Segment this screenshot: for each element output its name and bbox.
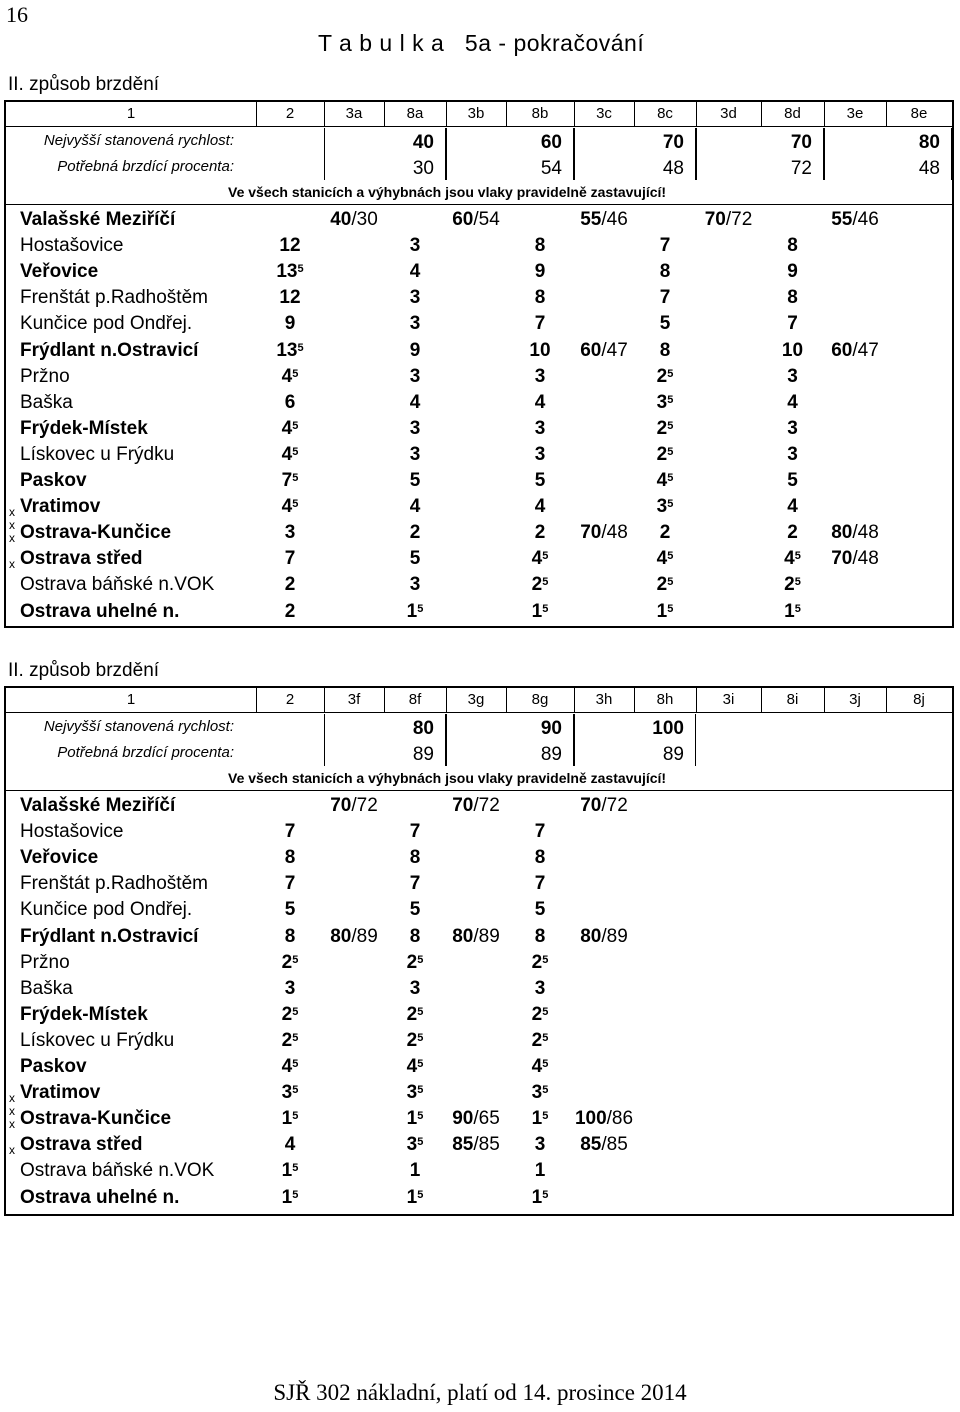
station-name: Ostrava střed xyxy=(20,548,143,570)
station-value: $1^5$ xyxy=(406,1186,424,1208)
station-marker: x xyxy=(9,1143,15,1158)
station-value: $3^5$ xyxy=(656,496,674,518)
column-header-row xyxy=(6,102,952,126)
station-value: 2 xyxy=(284,574,296,596)
station-value: 4 xyxy=(284,1134,296,1156)
station-value: 3 xyxy=(284,522,296,544)
station-value: 5 xyxy=(409,548,421,570)
column-header: 8h xyxy=(656,691,674,708)
station-value: 55/46 xyxy=(580,209,628,230)
station-value: 80/48 xyxy=(831,522,879,544)
max-speed-value: 90 xyxy=(540,718,562,739)
station-marker: x xyxy=(9,505,15,520)
station-value: $2^5$ xyxy=(656,574,674,596)
brake-percent-value: 89 xyxy=(412,744,434,765)
column-header: 8b xyxy=(531,105,549,122)
station-value: $4^5$ xyxy=(656,548,674,570)
station-value: 7 xyxy=(409,873,421,895)
column-header: 8f xyxy=(408,691,422,708)
station-name: Ostrava střed xyxy=(20,1134,143,1156)
station-value: 70/72 xyxy=(704,209,753,230)
station-value: 5 xyxy=(409,470,421,491)
station-value: $2^5$ xyxy=(531,951,549,973)
station-value: 8 xyxy=(534,235,546,257)
station-value: 5 xyxy=(284,899,296,921)
station-value: 8 xyxy=(284,925,296,947)
station-value: 60/47 xyxy=(831,339,879,361)
column-divider xyxy=(324,102,325,126)
station-value: 2 xyxy=(534,522,546,544)
column-header: 2 xyxy=(285,105,295,122)
station-value: $1^5$ xyxy=(281,1108,299,1130)
station-value: 70/72 xyxy=(580,795,628,816)
station-value: 7 xyxy=(659,235,671,257)
station-value: $4^5$ xyxy=(406,1056,424,1077)
column-header: 3h xyxy=(595,691,613,708)
station-value: 80/89 xyxy=(330,925,378,947)
station-value: $2^5$ xyxy=(281,1029,299,1051)
station-value: 5 xyxy=(534,470,546,491)
station-name: Hostašovice xyxy=(20,235,124,257)
station-name: Valašské Meziříčí xyxy=(20,209,176,230)
station-value: 8 xyxy=(534,847,546,869)
column-divider xyxy=(446,102,447,126)
station-value: $13^5$ xyxy=(276,339,304,361)
station-value: $4^5$ xyxy=(656,470,674,491)
station-value: 55/46 xyxy=(831,209,879,230)
station-name: Veřovice xyxy=(20,847,99,869)
station-value: $4^5$ xyxy=(531,1056,549,1077)
stop-note: Ve všech stanicích a výhybnách jsou vlaky pravidelně zastavující! xyxy=(228,184,667,200)
station-value: $7^5$ xyxy=(281,470,299,491)
station-value: $2^5$ xyxy=(656,443,674,465)
brake-percent-value: 30 xyxy=(412,158,434,179)
station-value: 9 xyxy=(787,261,798,283)
station-value: 5 xyxy=(659,313,671,335)
section-label-1: II. způsob brzdění xyxy=(8,74,160,95)
station-value: 3 xyxy=(409,287,421,309)
column-header: 8c xyxy=(657,105,673,122)
column-divider xyxy=(324,688,325,712)
station-value: $4^5$ xyxy=(281,1056,299,1077)
station-value: 7 xyxy=(534,821,546,843)
station-name: Frýdek-Místek xyxy=(20,1003,148,1025)
page-footer: SJŘ 302 nákladní, platí od 14. prosince 2014 xyxy=(273,1380,687,1405)
station-name: Frenštát p.Radhoštěm xyxy=(20,873,208,895)
station-value: 4 xyxy=(787,496,798,518)
station-value: $4^5$ xyxy=(281,417,299,439)
station-value: 100/86 xyxy=(574,1108,634,1130)
station-name: Ostrava uhelné n. xyxy=(20,1186,180,1208)
speed-table-1 xyxy=(4,100,954,628)
station-value: 3 xyxy=(409,417,421,439)
station-value: 1 xyxy=(409,1160,421,1182)
station-name: Frenštát p.Radhoštěm xyxy=(20,287,208,309)
station-value: 12 xyxy=(279,287,301,309)
max-speed-value: 40 xyxy=(412,132,434,153)
station-value: 7 xyxy=(284,821,296,843)
station-value: 4 xyxy=(409,261,421,283)
station-value: $2^5$ xyxy=(531,574,549,596)
station-name: Frýdek-Místek xyxy=(20,417,148,439)
station-marker: x xyxy=(9,1104,15,1119)
station-value: 4 xyxy=(534,391,546,413)
station-value: 3 xyxy=(534,977,546,999)
station-name: Paskov xyxy=(20,470,87,491)
brake-percent-value: 89 xyxy=(662,744,684,765)
station-value: 5 xyxy=(409,899,421,921)
station-value: 3 xyxy=(409,977,421,999)
station-marker: x xyxy=(9,1117,15,1132)
station-value: 8 xyxy=(284,847,296,869)
column-header: 3c xyxy=(596,105,612,122)
column-header: 3i xyxy=(722,691,735,708)
station-name: Veřovice xyxy=(20,261,99,283)
station-value: $4^5$ xyxy=(531,548,549,570)
station-name: Baška xyxy=(20,391,73,413)
station-value: 70/72 xyxy=(330,795,378,816)
max-speed-value: 80 xyxy=(918,132,940,153)
station-value: $2^5$ xyxy=(406,1003,424,1025)
station-value: $2^5$ xyxy=(531,1003,549,1025)
note-divider xyxy=(6,790,952,791)
station-value: 3 xyxy=(409,235,421,257)
station-value: 90/65 xyxy=(452,1108,500,1130)
station-value: 2 xyxy=(787,522,798,544)
max-speed-value: 70 xyxy=(662,132,684,153)
station-value: 3 xyxy=(534,417,546,439)
column-divider xyxy=(634,102,635,126)
station-value: 3 xyxy=(787,443,798,465)
station-value: 8 xyxy=(787,287,798,309)
station-value: 7 xyxy=(534,873,546,895)
station-name: Lískovec u Frýdku xyxy=(20,1029,175,1051)
speed-label: Nejvyšší stanovená rychlost: xyxy=(43,718,234,735)
station-value: 4 xyxy=(409,391,421,413)
station-name: Hostašovice xyxy=(20,821,124,843)
station-value: $13^5$ xyxy=(276,261,304,283)
header-divider xyxy=(6,126,952,127)
station-value: 85/85 xyxy=(452,1134,500,1156)
station-value: 70/48 xyxy=(831,548,879,570)
station-value: $3^5$ xyxy=(406,1134,424,1156)
column-header: 3j xyxy=(849,691,861,708)
station-value: 60/54 xyxy=(452,209,500,230)
station-value: 40/30 xyxy=(330,209,378,230)
station-value: 2 xyxy=(659,522,671,544)
station-value: 3 xyxy=(409,574,421,596)
column-divider xyxy=(574,688,575,712)
station-name: Vratimov xyxy=(20,496,101,518)
station-value: 7 xyxy=(787,313,798,335)
station-name: Ostrava-Kunčice xyxy=(20,522,172,544)
station-value: $3^5$ xyxy=(656,391,674,413)
column-divider xyxy=(256,688,257,712)
station-value: 3 xyxy=(534,1134,546,1156)
column-header: 3e xyxy=(846,105,864,122)
station-name: Lískovec u Frýdku xyxy=(20,443,175,465)
station-name: Paskov xyxy=(20,1056,87,1077)
column-divider xyxy=(384,688,385,712)
column-header: 8a xyxy=(406,105,424,122)
station-name: Frýdlant n.Ostravicí xyxy=(20,339,199,361)
station-value: 12 xyxy=(279,235,301,257)
station-value: 4 xyxy=(534,496,546,518)
column-header: 8d xyxy=(784,105,801,122)
station-value: 3 xyxy=(787,365,798,387)
column-header-row xyxy=(6,688,952,712)
station-value: 3 xyxy=(409,443,421,465)
station-value: $2^5$ xyxy=(406,951,424,973)
station-value: $3^5$ xyxy=(531,1082,549,1104)
station-marker: x xyxy=(9,1091,15,1106)
station-value: $2^5$ xyxy=(406,1029,424,1051)
station-name: Ostrava-Kunčice xyxy=(20,1108,172,1130)
station-value: $1^5$ xyxy=(784,600,801,622)
station-name: Baška xyxy=(20,977,73,999)
brake-label: Potřebná brzdící procenta: xyxy=(57,744,234,761)
column-divider xyxy=(384,102,385,126)
station-value: $3^5$ xyxy=(281,1082,299,1104)
station-value: 7 xyxy=(284,548,296,570)
station-name: Ostrava uhelné n. xyxy=(20,600,180,622)
station-value: 8 xyxy=(534,925,546,947)
station-value: $4^5$ xyxy=(281,443,299,465)
column-divider xyxy=(696,688,697,712)
brake-percent-value: 89 xyxy=(540,744,562,765)
station-value: $2^5$ xyxy=(531,1029,549,1051)
station-value: $1^5$ xyxy=(656,600,674,622)
station-value: $1^5$ xyxy=(406,1108,424,1130)
station-value: 7 xyxy=(659,287,671,309)
station-value: 2 xyxy=(284,600,296,622)
station-name: Kunčice pod Ondřej. xyxy=(20,899,193,921)
station-value: 3 xyxy=(284,977,296,999)
brake-percent-value: 72 xyxy=(790,158,812,179)
column-divider xyxy=(446,688,447,712)
station-value: 6 xyxy=(284,391,296,413)
max-speed-value: 70 xyxy=(790,132,812,153)
station-value: 70/72 xyxy=(452,795,500,816)
column-divider xyxy=(886,688,887,712)
column-divider xyxy=(886,102,887,126)
station-value: 80/89 xyxy=(452,925,500,947)
column-divider xyxy=(824,102,825,126)
station-value: 3 xyxy=(787,417,798,439)
station-value: $4^5$ xyxy=(784,548,801,570)
station-value: 8 xyxy=(534,287,546,309)
station-name: Valašské Meziříčí xyxy=(20,795,176,816)
column-header: 8j xyxy=(913,691,925,708)
station-value: $1^5$ xyxy=(406,600,424,622)
column-header: 8g xyxy=(531,691,549,708)
column-header: 3g xyxy=(467,691,485,708)
column-header: 3a xyxy=(345,105,363,122)
max-speed-value: 100 xyxy=(652,718,684,739)
station-value: 9 xyxy=(409,339,421,361)
page-number: 16 xyxy=(6,2,28,27)
station-value: 1 xyxy=(534,1160,546,1182)
station-value: $2^5$ xyxy=(656,365,674,387)
stop-note: Ve všech stanicích a výhybnách jsou vlaky pravidelně zastavující! xyxy=(228,770,667,786)
station-value: 8 xyxy=(787,235,798,257)
column-divider xyxy=(761,102,762,126)
station-value: $1^5$ xyxy=(531,600,549,622)
column-divider xyxy=(634,688,635,712)
station-value: 10 xyxy=(781,339,804,361)
station-value: 9 xyxy=(534,261,546,283)
station-value: 70/48 xyxy=(580,522,628,544)
station-name: Frýdlant n.Ostravicí xyxy=(20,925,199,947)
column-header: 1 xyxy=(126,105,136,122)
station-marker: x xyxy=(9,557,15,572)
column-header: 8i xyxy=(786,691,799,708)
column-divider xyxy=(761,688,762,712)
max-speed-value: 80 xyxy=(412,718,434,739)
station-value: 7 xyxy=(534,313,546,335)
station-value: $3^5$ xyxy=(406,1082,424,1104)
station-value: 8 xyxy=(659,261,671,283)
station-value: $4^5$ xyxy=(281,365,299,387)
station-value: $1^5$ xyxy=(531,1108,549,1130)
page-title: T a b u l k a 5a - pokračování xyxy=(318,30,645,56)
column-header: 8e xyxy=(910,105,928,122)
station-value: 2 xyxy=(409,522,421,544)
station-value: 7 xyxy=(284,873,296,895)
station-marker: x xyxy=(9,518,15,533)
brake-percent-value: 48 xyxy=(918,158,940,179)
station-marker: x xyxy=(9,531,15,546)
station-value: $1^5$ xyxy=(281,1160,299,1182)
station-value: 3 xyxy=(534,365,546,387)
max-speed-value: 60 xyxy=(540,132,562,153)
station-value: 7 xyxy=(409,821,421,843)
column-header: 2 xyxy=(285,691,295,708)
column-divider xyxy=(256,102,257,126)
station-name: Pržno xyxy=(20,365,70,387)
station-value: 4 xyxy=(787,391,798,413)
column-header: 3d xyxy=(720,105,737,122)
station-value: 80/89 xyxy=(580,925,628,947)
station-name: Ostrava báňské n.VOK xyxy=(20,1160,215,1182)
station-value: 60/47 xyxy=(580,339,628,361)
brake-percent-value: 48 xyxy=(662,158,684,179)
station-value: $2^5$ xyxy=(656,417,674,439)
station-name: Pržno xyxy=(20,951,70,973)
station-value: 9 xyxy=(284,313,296,335)
station-name: Vratimov xyxy=(20,1082,101,1104)
brake-percent-value: 54 xyxy=(540,158,562,179)
header-divider xyxy=(6,712,952,713)
section-label-2: II. způsob brzdění xyxy=(8,660,160,681)
station-value: 5 xyxy=(534,899,546,921)
station-value: $4^5$ xyxy=(281,496,299,518)
station-value: 8 xyxy=(409,847,421,869)
station-value: 3 xyxy=(409,313,421,335)
column-divider xyxy=(696,102,697,126)
brake-label: Potřebná brzdící procenta: xyxy=(57,158,234,175)
station-value: 3 xyxy=(534,443,546,465)
column-divider xyxy=(824,688,825,712)
column-header: 1 xyxy=(126,691,136,708)
column-header: 3f xyxy=(347,691,361,708)
speed-table-2 xyxy=(4,686,954,1216)
station-value: 3 xyxy=(409,365,421,387)
station-name: Kunčice pod Ondřej. xyxy=(20,313,193,335)
column-header: 3b xyxy=(467,105,485,122)
station-value: $2^5$ xyxy=(281,1003,299,1025)
station-value: $1^5$ xyxy=(531,1186,549,1208)
note-divider xyxy=(6,204,952,205)
station-value: 8 xyxy=(659,339,671,361)
station-value: 5 xyxy=(787,470,798,491)
station-value: 85/85 xyxy=(580,1134,628,1156)
column-divider xyxy=(506,688,507,712)
speed-label: Nejvyšší stanovená rychlost: xyxy=(43,132,234,149)
station-value: $1^5$ xyxy=(281,1186,299,1208)
station-value: $2^5$ xyxy=(784,574,801,596)
column-divider xyxy=(574,102,575,126)
station-value: 10 xyxy=(529,339,551,361)
station-name: Ostrava báňské n.VOK xyxy=(20,574,215,596)
station-value: 8 xyxy=(409,925,421,947)
column-divider xyxy=(506,102,507,126)
station-value: $2^5$ xyxy=(281,951,299,973)
station-value: 4 xyxy=(409,496,421,518)
